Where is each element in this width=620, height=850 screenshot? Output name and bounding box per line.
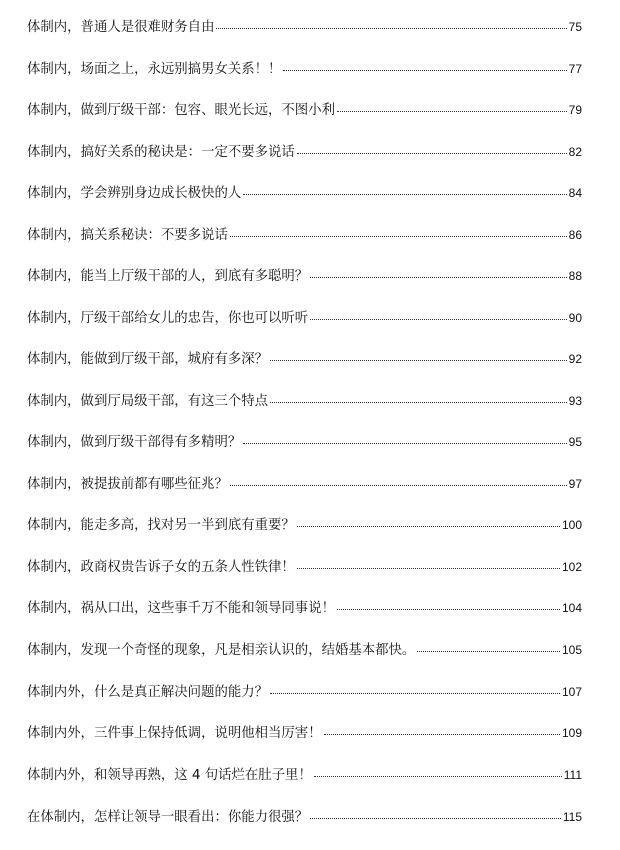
- toc-entry-title: 体制内，被提拔前都有哪些征兆？: [27, 477, 228, 492]
- toc-dot-leader: [283, 69, 566, 71]
- toc-entry-title: 体制内，能走多高，找对另一半到底有重要？: [27, 518, 295, 533]
- toc-entry[interactable]: [27, 140, 582, 164]
- toc-entry[interactable]: [27, 306, 582, 330]
- toc-entry-page: 86: [568, 228, 582, 242]
- toc-entry[interactable]: [27, 15, 582, 39]
- toc-entry[interactable]: [27, 98, 582, 122]
- toc-dot-leader: [337, 110, 567, 112]
- toc-entry-title: 体制内外，三件事上保持低调，说明他相当厉害！: [27, 726, 322, 741]
- toc-entry-page: 77: [568, 62, 582, 76]
- toc-entry[interactable]: [27, 680, 582, 704]
- toc-entry-title: 体制内，普通人是很难财务自由: [27, 20, 215, 35]
- toc-entry-page: 82: [568, 145, 582, 159]
- toc-entry[interactable]: [27, 264, 582, 288]
- toc-entry[interactable]: [27, 596, 582, 620]
- toc-entry-page: 90: [568, 311, 582, 325]
- toc-entry-page: 100: [561, 518, 582, 532]
- toc-entry-title: 体制内，场面之上，永远别搞男女关系！！: [27, 62, 282, 77]
- toc-entry-page: 104: [561, 601, 582, 615]
- toc-entry-page: 111: [563, 768, 582, 782]
- toc-dot-leader: [297, 152, 567, 154]
- toc-entry[interactable]: [27, 389, 582, 413]
- toc-entry[interactable]: [27, 721, 582, 745]
- toc-entry-title: 体制内外，什么是真正解决问题的能力？: [27, 685, 269, 700]
- toc-entry-page: 95: [568, 435, 582, 449]
- toc-dot-leader: [314, 775, 562, 777]
- toc-dot-leader: [310, 817, 561, 819]
- toc-entry-title: 体制内，做到厅局级干部，有这三个特点: [27, 394, 269, 409]
- toc-entry[interactable]: [27, 805, 582, 829]
- toc-entry-title: 体制内，做到厅级干部得有多精明？: [27, 435, 242, 450]
- toc-entry[interactable]: [27, 223, 582, 247]
- toc-entry-page: 75: [568, 20, 582, 34]
- toc-dot-leader: [337, 608, 560, 610]
- toc-dot-leader: [297, 567, 560, 569]
- toc-dot-leader: [297, 525, 560, 527]
- toc-entry[interactable]: [27, 430, 582, 454]
- toc-entry-page: 93: [568, 394, 582, 408]
- toc-entry-title: 体制内，祸从口出，这些事千万不能和领导同事说！: [27, 601, 335, 616]
- toc-entry[interactable]: [27, 555, 582, 579]
- toc-entry[interactable]: [27, 181, 582, 205]
- toc-entry[interactable]: [27, 472, 582, 496]
- toc-dot-leader: [270, 401, 567, 403]
- toc-dot-leader: [324, 733, 560, 735]
- toc-dot-leader: [230, 235, 567, 237]
- toc-entry-page: 115: [562, 810, 582, 824]
- toc-entry-title: 体制内外，和领导再熟，这 4 句话烂在肚子里！: [27, 768, 312, 783]
- toc-dot-leader: [310, 318, 566, 320]
- toc-entry-title: 体制内，厅级干部给女儿的忠告，你也可以听听: [27, 311, 309, 326]
- toc-dot-leader: [310, 276, 566, 278]
- toc-entry-title: 体制内，学会辨别身边成长极快的人: [27, 186, 242, 201]
- toc-entry[interactable]: [27, 638, 582, 662]
- toc-dot-leader: [417, 650, 560, 652]
- toc-dot-leader: [216, 27, 566, 29]
- toc-entry-page: 84: [568, 186, 582, 200]
- toc-entry-page: 79: [568, 103, 582, 117]
- toc-entry-title: 在体制内，怎样让领导一眼看出：你能力很强？: [27, 810, 309, 825]
- toc-entry-page: 109: [561, 726, 582, 740]
- toc-entry-page: 102: [561, 560, 582, 574]
- toc-entry[interactable]: [27, 763, 582, 787]
- toc-entry-page: 107: [561, 685, 582, 699]
- toc-dot-leader: [243, 193, 566, 195]
- toc-entry-title: 体制内，搞关系秘诀：不要多说话: [27, 228, 228, 243]
- toc-entry-page: 97: [568, 477, 582, 491]
- toc-dot-leader: [270, 359, 567, 361]
- toc-entry-title: 体制内，搞好关系的秘诀是：一定不要多说话: [27, 145, 295, 160]
- toc-dot-leader: [270, 692, 560, 694]
- toc-entry-title: 体制内，发现一个奇怪的现象，凡是相亲认识的，结婚基本都快。: [27, 643, 416, 658]
- toc-entry-title: 体制内，做到厅级干部：包容、眼光长远，不图小利: [27, 103, 335, 118]
- toc-entry-page: 105: [561, 643, 582, 657]
- toc-entry-title: 体制内，能做到厅级干部，城府有多深？: [27, 352, 269, 367]
- toc-entry-page: 88: [568, 269, 582, 283]
- toc-dot-leader: [243, 442, 566, 444]
- toc-dot-leader: [230, 484, 567, 486]
- toc-entry[interactable]: [27, 347, 582, 371]
- toc-entry-page: 92: [568, 352, 582, 366]
- toc-entry-title: 体制内，能当上厅级干部的人，到底有多聪明？: [27, 269, 309, 284]
- toc-entry-title: 体制内，政商权贵告诉子女的五条人性铁律！: [27, 560, 295, 575]
- toc-entry[interactable]: [27, 513, 582, 537]
- toc-entry[interactable]: [27, 57, 582, 81]
